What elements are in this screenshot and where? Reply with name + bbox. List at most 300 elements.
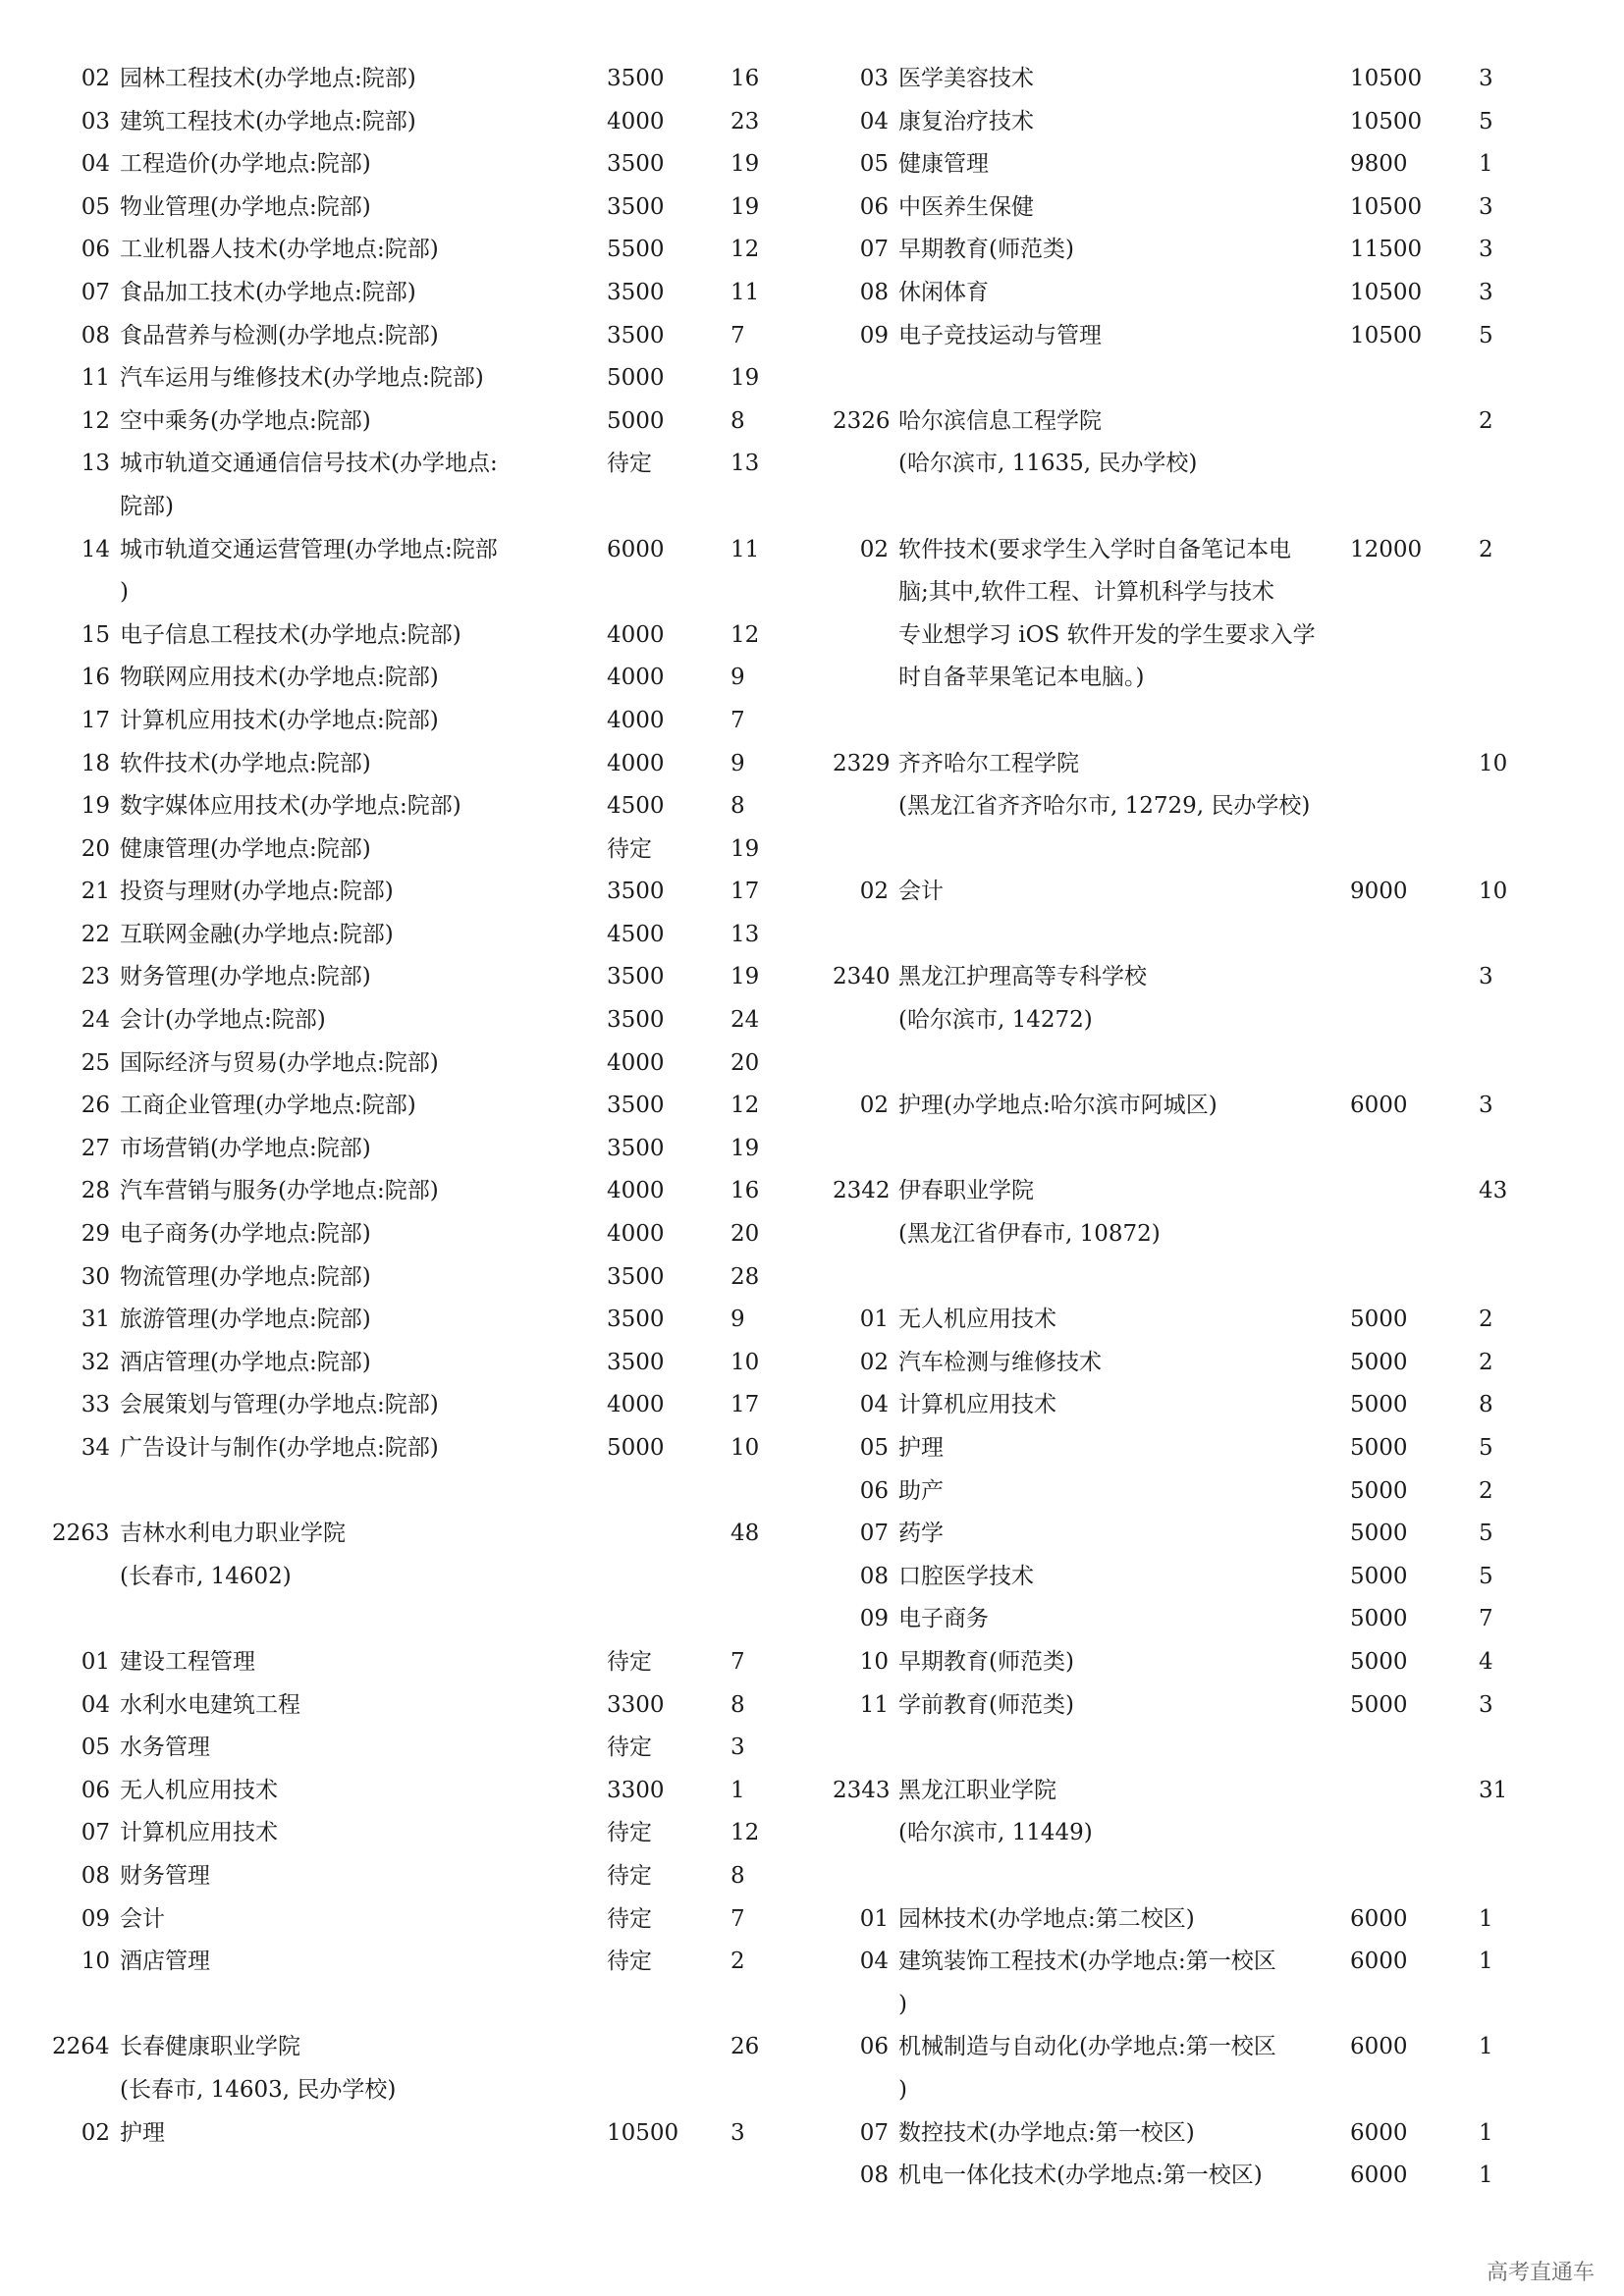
major-code: 09 bbox=[859, 1606, 889, 1632]
name-line: 数字媒体应用技术(办学地点:院部) bbox=[120, 793, 461, 820]
major-row bbox=[57, 1770, 784, 1813]
name-line: 投资与理财(办学地点:院部) bbox=[120, 879, 394, 905]
major-row bbox=[833, 1470, 1559, 1514]
tuition-fee: 3500 bbox=[607, 66, 665, 91]
enrollment-plan: 19 bbox=[731, 964, 760, 990]
major-code: 04 bbox=[81, 151, 110, 178]
name-line: 医学美容技术 bbox=[898, 66, 1034, 91]
major-row bbox=[833, 272, 1559, 315]
enrollment-plan: 3 bbox=[1479, 66, 1493, 91]
school-code: 2263 bbox=[52, 1521, 110, 1547]
major-code: 27 bbox=[81, 1135, 110, 1161]
name-line: 吉林水利电力职业学院 bbox=[120, 1521, 346, 1547]
major-name bbox=[889, 2026, 1350, 2111]
enrollment-plan: 10 bbox=[1479, 879, 1508, 905]
major-name bbox=[110, 400, 607, 444]
major-row bbox=[57, 1384, 784, 1427]
tuition-fee: 3500 bbox=[607, 279, 665, 305]
major-code: 11 bbox=[81, 365, 110, 392]
name-line: 早期教育(师范类) bbox=[898, 1648, 1074, 1675]
enrollment-plan: 28 bbox=[731, 1263, 760, 1290]
name-line: 物流管理(办学地点:院部) bbox=[120, 1263, 371, 1290]
name-line: 伊春职业学院 bbox=[898, 1178, 1034, 1204]
name-line: 早期教育(师范类) bbox=[898, 237, 1074, 263]
major-name bbox=[889, 871, 1350, 914]
major-code: 18 bbox=[81, 750, 110, 776]
major-name bbox=[110, 529, 607, 614]
major-row bbox=[57, 1684, 784, 1728]
major-row bbox=[57, 743, 784, 786]
name-continuation: ) bbox=[120, 579, 129, 606]
major-name bbox=[889, 1898, 1350, 1942]
enrollment-plan: 4 bbox=[1479, 1648, 1493, 1675]
enrollment-plan: 3 bbox=[1479, 193, 1493, 220]
tuition-fee: 5500 bbox=[607, 237, 665, 263]
major-code: 28 bbox=[81, 1178, 110, 1204]
tuition-fee: 4000 bbox=[607, 1049, 665, 1076]
enrollment-plan: 24 bbox=[731, 1007, 760, 1034]
major-code: 21 bbox=[81, 879, 110, 905]
tuition-fee: 5000 bbox=[1350, 1648, 1408, 1675]
tuition-fee: 待定 bbox=[607, 1735, 652, 1761]
major-row bbox=[833, 1427, 1559, 1470]
major-name bbox=[110, 1684, 607, 1728]
enrollment-plan: 19 bbox=[731, 835, 760, 862]
major-name bbox=[110, 2112, 607, 2156]
major-row bbox=[833, 1299, 1559, 1342]
major-code: 15 bbox=[81, 621, 110, 648]
enrollment-plan: 20 bbox=[731, 1049, 760, 1076]
tuition-fee: 5000 bbox=[1350, 1691, 1408, 1718]
enrollment-plan: 8 bbox=[731, 1691, 745, 1718]
tuition-fee: 4500 bbox=[607, 921, 665, 947]
name-line: 城市轨道交通通信信号技术(办学地点: bbox=[120, 451, 498, 477]
major-name bbox=[110, 229, 607, 272]
major-row bbox=[57, 1898, 784, 1942]
enrollment-plan: 5 bbox=[1479, 322, 1493, 348]
major-name bbox=[110, 1299, 607, 1342]
major-row bbox=[833, 1556, 1559, 1599]
major-name bbox=[110, 999, 607, 1042]
name-continuation: ) bbox=[898, 1991, 907, 2017]
major-row bbox=[57, 1170, 784, 1213]
name-line: 工程造价(办学地点:院部) bbox=[120, 151, 371, 178]
spacer bbox=[833, 1855, 1559, 1898]
enrollment-plan: 19 bbox=[731, 193, 760, 220]
major-name bbox=[110, 1085, 607, 1128]
name-line: 数控技术(办学地点:第一校区) bbox=[898, 2119, 1195, 2146]
enrollment-plan: 13 bbox=[731, 921, 760, 947]
major-row bbox=[833, 1342, 1559, 1385]
watermark: 高考直通车 bbox=[1486, 2261, 1595, 2285]
major-name bbox=[110, 357, 607, 400]
enrollment-plan: 17 bbox=[731, 1392, 760, 1418]
major-name bbox=[889, 2155, 1350, 2198]
tuition-fee: 10500 bbox=[1350, 322, 1423, 348]
tuition-fee: 10500 bbox=[1350, 66, 1423, 91]
left-column bbox=[52, 58, 784, 2155]
major-code: 19 bbox=[81, 793, 110, 820]
major-row bbox=[57, 357, 784, 400]
school-code: 2342 bbox=[833, 1178, 891, 1204]
enrollment-plan: 8 bbox=[1479, 1392, 1493, 1418]
tuition-fee: 3500 bbox=[607, 151, 665, 178]
major-code: 31 bbox=[81, 1307, 110, 1333]
major-name bbox=[110, 1812, 607, 1855]
major-name bbox=[110, 614, 607, 658]
name-line: 机械制造与自动化(办学地点:第一校区 bbox=[898, 2034, 1276, 2060]
major-code: 01 bbox=[81, 1648, 110, 1675]
school-name bbox=[889, 743, 1350, 828]
major-name bbox=[110, 1770, 607, 1813]
name-line: 计算机应用技术 bbox=[120, 1820, 278, 1846]
major-row bbox=[833, 871, 1559, 914]
major-code: 05 bbox=[81, 1735, 110, 1761]
major-name bbox=[889, 1598, 1350, 1641]
enrollment-plan: 1 bbox=[1479, 1905, 1493, 1932]
major-name bbox=[110, 657, 607, 700]
tuition-fee: 12000 bbox=[1350, 536, 1423, 562]
major-code: 05 bbox=[859, 1435, 889, 1461]
spacer bbox=[833, 486, 1559, 529]
major-code: 03 bbox=[81, 108, 110, 134]
major-name bbox=[889, 58, 1350, 101]
major-row bbox=[57, 999, 784, 1042]
major-row bbox=[57, 1727, 784, 1770]
enrollment-plan: 2 bbox=[1479, 1307, 1493, 1333]
major-code: 09 bbox=[859, 322, 889, 348]
major-name bbox=[110, 700, 607, 743]
major-code: 07 bbox=[859, 2119, 889, 2146]
major-row bbox=[833, 1598, 1559, 1641]
name-line: 哈尔滨信息工程学院 bbox=[898, 407, 1102, 434]
major-row bbox=[57, 187, 784, 230]
school-code: 2343 bbox=[833, 1777, 891, 1803]
major-row bbox=[57, 272, 784, 315]
tuition-fee: 5000 bbox=[1350, 1521, 1408, 1547]
major-code: 07 bbox=[81, 1820, 110, 1846]
name-continuation: (哈尔滨市, 14272) bbox=[898, 1007, 1093, 1034]
enrollment-plan: 1 bbox=[731, 1777, 745, 1803]
name-line: 财务管理 bbox=[120, 1862, 210, 1889]
major-row bbox=[57, 657, 784, 700]
name-line: 空中乘务(办学地点:院部) bbox=[120, 407, 371, 434]
name-line: 护理 bbox=[898, 1435, 944, 1461]
name-line: 园林工程技术(办学地点:院部) bbox=[120, 66, 416, 91]
tuition-fee: 4000 bbox=[607, 1221, 665, 1248]
enrollment-plan: 8 bbox=[731, 1862, 745, 1889]
major-name bbox=[110, 871, 607, 914]
major-row bbox=[57, 400, 784, 444]
name-line: 市场营销(办学地点:院部) bbox=[120, 1135, 371, 1161]
school-row bbox=[833, 1770, 1559, 1855]
enrollment-plan: 3 bbox=[1479, 279, 1493, 305]
name-line: 休闲体育 bbox=[898, 279, 989, 305]
name-line: 会计 bbox=[898, 879, 944, 905]
major-name bbox=[889, 1085, 1350, 1128]
major-code: 16 bbox=[81, 665, 110, 691]
major-row bbox=[57, 1427, 784, 1470]
name-line: 齐齐哈尔工程学院 bbox=[898, 750, 1079, 776]
tuition-fee: 待定 bbox=[607, 1862, 652, 1889]
enrollment-plan: 3 bbox=[731, 2119, 745, 2146]
major-row bbox=[57, 1941, 784, 1984]
tuition-fee: 待定 bbox=[607, 1949, 652, 1975]
major-name bbox=[110, 101, 607, 144]
name-line: 食品加工技术(办学地点:院部) bbox=[120, 279, 416, 305]
name-line: 计算机应用技术 bbox=[898, 1392, 1056, 1418]
school-name bbox=[889, 1170, 1350, 1255]
name-line: 电子商务(办学地点:院部) bbox=[120, 1221, 371, 1248]
major-row bbox=[57, 1641, 784, 1684]
enrollment-plan: 1 bbox=[1479, 1949, 1493, 1975]
major-code: 06 bbox=[81, 1777, 110, 1803]
tuition-fee: 3500 bbox=[607, 879, 665, 905]
enrollment-plan: 23 bbox=[731, 108, 760, 134]
spacer bbox=[833, 914, 1559, 957]
school-code: 2340 bbox=[833, 964, 891, 990]
major-row bbox=[833, 2155, 1559, 2198]
name-continuation: (长春市, 14603, 民办学校) bbox=[120, 2076, 397, 2103]
major-name bbox=[889, 2112, 1350, 2156]
major-row bbox=[57, 1213, 784, 1256]
major-code: 06 bbox=[859, 193, 889, 220]
enrollment-plan: 7 bbox=[731, 1648, 745, 1675]
name-continuation: (黑龙江省齐齐哈尔市, 12729, 民办学校) bbox=[898, 793, 1311, 820]
enrollment-plan: 16 bbox=[731, 1178, 760, 1204]
major-row bbox=[833, 1941, 1559, 2026]
major-code: 34 bbox=[81, 1435, 110, 1461]
name-continuation: (哈尔滨市, 11635, 民办学校) bbox=[898, 451, 1198, 477]
school-code: 2326 bbox=[833, 407, 891, 434]
major-row bbox=[57, 315, 784, 358]
major-row bbox=[57, 101, 784, 144]
name-continuation: (哈尔滨市, 11449) bbox=[898, 1820, 1093, 1846]
name-line: 机电一体化技术(办学地点:第一校区) bbox=[898, 2163, 1263, 2189]
tuition-fee: 3500 bbox=[607, 322, 665, 348]
spacer bbox=[833, 1128, 1559, 1171]
name-continuation: 脑;其中,软件工程、计算机科学与技术 bbox=[898, 579, 1275, 606]
enrollment-plan: 12 bbox=[731, 237, 760, 263]
enrollment-plan: 2 bbox=[1479, 1349, 1493, 1375]
major-name bbox=[889, 1299, 1350, 1342]
school-name bbox=[889, 400, 1350, 486]
major-code: 22 bbox=[81, 921, 110, 947]
tuition-fee: 5000 bbox=[1350, 1349, 1408, 1375]
school-name bbox=[110, 2026, 607, 2111]
spacer bbox=[833, 828, 1559, 872]
name-line: 建筑装饰工程技术(办学地点:第一校区 bbox=[898, 1949, 1276, 1975]
enrollment-plan: 1 bbox=[1479, 2119, 1493, 2146]
enrollment-plan: 10 bbox=[731, 1435, 760, 1461]
major-row bbox=[833, 529, 1559, 700]
school-row bbox=[833, 743, 1559, 828]
tuition-fee: 待定 bbox=[607, 1648, 652, 1675]
enrollment-plan: 2 bbox=[1479, 536, 1493, 562]
major-name bbox=[889, 1641, 1350, 1684]
name-line: 工业机器人技术(办学地点:院部) bbox=[120, 237, 439, 263]
major-code: 02 bbox=[859, 1349, 889, 1375]
name-line: 汽车运用与维修技术(办学地点:院部) bbox=[120, 365, 484, 392]
major-code: 04 bbox=[859, 1392, 889, 1418]
name-line: 汽车营销与服务(办学地点:院部) bbox=[120, 1178, 439, 1204]
name-line: 黑龙江护理高等专科学校 bbox=[898, 964, 1147, 990]
major-code: 06 bbox=[859, 1477, 889, 1504]
major-row bbox=[57, 443, 784, 528]
tuition-fee: 4000 bbox=[607, 750, 665, 776]
tuition-fee: 6000 bbox=[1350, 2119, 1408, 2146]
major-name bbox=[110, 315, 607, 358]
major-row bbox=[57, 2112, 784, 2156]
major-name bbox=[110, 1128, 607, 1171]
major-row bbox=[57, 529, 784, 614]
enrollment-plan: 31 bbox=[1479, 1777, 1508, 1803]
name-continuation: 时自备苹果笔记本电脑。) bbox=[898, 665, 1145, 691]
school-row bbox=[833, 956, 1559, 1041]
major-code: 02 bbox=[859, 879, 889, 905]
tuition-fee: 11500 bbox=[1350, 237, 1423, 263]
major-row bbox=[57, 1042, 784, 1086]
major-name bbox=[110, 1898, 607, 1942]
name-line: 工商企业管理(办学地点:院部) bbox=[120, 1093, 416, 1119]
tuition-fee: 4000 bbox=[607, 1392, 665, 1418]
name-line: 口腔医学技术 bbox=[898, 1563, 1034, 1589]
major-row bbox=[57, 700, 784, 743]
enrollment-plan: 5 bbox=[1479, 1563, 1493, 1589]
major-name bbox=[110, 143, 607, 187]
enrollment-plan: 5 bbox=[1479, 1435, 1493, 1461]
major-code: 08 bbox=[859, 279, 889, 305]
enrollment-plan: 3 bbox=[1479, 1691, 1493, 1718]
school-row bbox=[833, 400, 1559, 486]
major-code: 07 bbox=[859, 237, 889, 263]
major-row bbox=[833, 2026, 1559, 2111]
name-continuation: ) bbox=[898, 2076, 907, 2103]
major-row bbox=[833, 1898, 1559, 1942]
name-line: 学前教育(师范类) bbox=[898, 1691, 1074, 1718]
major-code: 20 bbox=[81, 835, 110, 862]
major-row bbox=[57, 229, 784, 272]
major-row bbox=[833, 1384, 1559, 1427]
enrollment-plan: 9 bbox=[731, 665, 745, 691]
major-code: 02 bbox=[859, 536, 889, 562]
enrollment-plan: 7 bbox=[731, 707, 745, 733]
major-row bbox=[833, 1641, 1559, 1684]
name-line: 食品营养与检测(办学地点:院部) bbox=[120, 322, 439, 348]
major-name bbox=[889, 1684, 1350, 1728]
name-line: 汽车检测与维修技术 bbox=[898, 1349, 1102, 1375]
major-row bbox=[57, 828, 784, 872]
name-line: 软件技术(办学地点:院部) bbox=[120, 750, 371, 776]
name-line: 电子商务 bbox=[898, 1606, 989, 1632]
tuition-fee: 4000 bbox=[607, 1178, 665, 1204]
major-name bbox=[889, 1941, 1350, 2026]
enrollment-plan: 1 bbox=[1479, 2163, 1493, 2189]
tuition-fee: 待定 bbox=[607, 835, 652, 862]
major-row bbox=[57, 1085, 784, 1128]
tuition-fee: 6000 bbox=[1350, 2163, 1408, 2189]
name-line: 会计(办学地点:院部) bbox=[120, 1007, 326, 1034]
major-code: 07 bbox=[81, 279, 110, 305]
enrollment-plan: 3 bbox=[731, 1735, 745, 1761]
major-name bbox=[110, 828, 607, 872]
major-code: 02 bbox=[859, 1093, 889, 1119]
major-name bbox=[110, 1213, 607, 1256]
tuition-fee: 4000 bbox=[607, 108, 665, 134]
school-code: 2264 bbox=[52, 2034, 110, 2060]
name-line: 财务管理(办学地点:院部) bbox=[120, 964, 371, 990]
enrollment-plan: 3 bbox=[1479, 964, 1493, 990]
major-name bbox=[110, 1256, 607, 1300]
major-name bbox=[110, 1855, 607, 1898]
enrollment-plan: 1 bbox=[1479, 2034, 1493, 2060]
major-code: 12 bbox=[81, 407, 110, 434]
name-line: 城市轨道交通运营管理(办学地点:院部 bbox=[120, 536, 498, 562]
major-name bbox=[110, 1170, 607, 1213]
tuition-fee: 9800 bbox=[1350, 151, 1408, 178]
name-line: 药学 bbox=[898, 1521, 944, 1547]
major-name bbox=[110, 956, 607, 999]
enrollment-plan: 12 bbox=[731, 621, 760, 648]
major-code: 06 bbox=[859, 2034, 889, 2060]
major-name bbox=[110, 1342, 607, 1385]
major-code: 11 bbox=[859, 1691, 889, 1718]
major-row bbox=[57, 1812, 784, 1855]
tuition-fee: 3500 bbox=[607, 1349, 665, 1375]
enrollment-plan: 17 bbox=[731, 879, 760, 905]
major-name bbox=[110, 272, 607, 315]
major-code: 10 bbox=[859, 1648, 889, 1675]
name-continuation: (黑龙江省伊春市, 10872) bbox=[898, 1221, 1161, 1248]
enrollment-plan: 10 bbox=[731, 1349, 760, 1375]
tuition-fee: 5000 bbox=[607, 365, 665, 392]
name-line: 会展策划与管理(办学地点:院部) bbox=[120, 1392, 439, 1418]
tuition-fee: 5000 bbox=[607, 1435, 665, 1461]
spacer bbox=[57, 1598, 784, 1641]
enrollment-plan: 2 bbox=[1479, 1477, 1493, 1504]
major-name bbox=[110, 187, 607, 230]
major-name bbox=[889, 1342, 1350, 1385]
name-line: 护理 bbox=[120, 2119, 165, 2146]
enrollment-plan: 26 bbox=[731, 2034, 760, 2060]
name-line: 酒店管理(办学地点:院部) bbox=[120, 1349, 371, 1375]
name-line: 园林技术(办学地点:第二校区) bbox=[898, 1905, 1195, 1932]
major-code: 30 bbox=[81, 1263, 110, 1290]
major-name bbox=[110, 58, 607, 101]
enrollment-plan: 19 bbox=[731, 151, 760, 178]
major-code: 07 bbox=[859, 1521, 889, 1547]
tuition-fee: 10500 bbox=[1350, 279, 1423, 305]
school-row bbox=[833, 1170, 1559, 1255]
enrollment-plan: 12 bbox=[731, 1093, 760, 1119]
enrollment-plan: 16 bbox=[731, 66, 760, 91]
enrollment-plan: 12 bbox=[731, 1820, 760, 1846]
major-code: 02 bbox=[81, 2119, 110, 2146]
tuition-fee: 10500 bbox=[607, 2119, 679, 2146]
enrollment-plan: 11 bbox=[731, 536, 760, 562]
tuition-fee: 6000 bbox=[607, 536, 665, 562]
major-row bbox=[833, 143, 1559, 187]
major-name bbox=[889, 1556, 1350, 1599]
tuition-fee: 3300 bbox=[607, 1777, 665, 1803]
name-line: 中医养生保健 bbox=[898, 193, 1034, 220]
name-line: 国际经济与贸易(办学地点:院部) bbox=[120, 1049, 439, 1076]
tuition-fee: 5000 bbox=[607, 407, 665, 434]
name-continuation: (长春市, 14602) bbox=[120, 1563, 292, 1589]
major-row bbox=[833, 229, 1559, 272]
major-name bbox=[110, 1727, 607, 1770]
major-name bbox=[889, 272, 1350, 315]
